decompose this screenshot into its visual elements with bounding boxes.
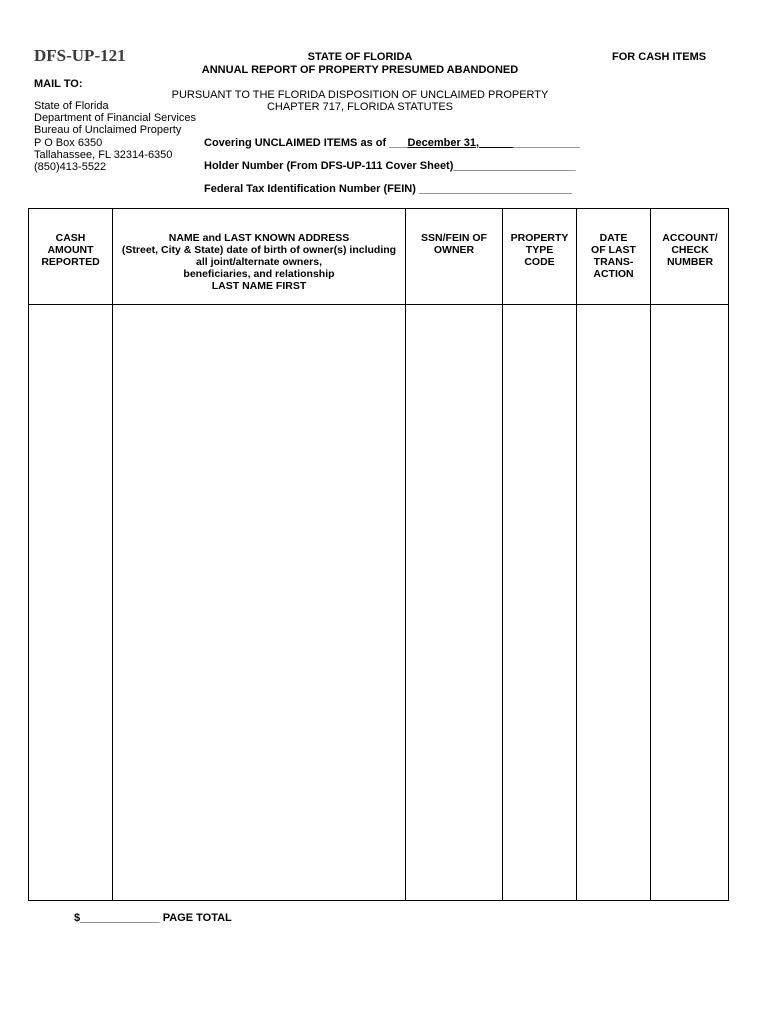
column-divider xyxy=(650,208,651,901)
header-text: beneficiaries, and relationship xyxy=(183,268,335,280)
column-divider xyxy=(405,208,406,901)
fein-label: Federal Tax Identification Number (FEIN) xyxy=(204,183,416,195)
header-text: (Street, City & State) date of birth of owner(s) including xyxy=(121,244,397,256)
covering-label: Covering UNCLAIMED ITEMS as of xyxy=(204,137,387,149)
header-text: OF LAST xyxy=(591,244,636,256)
covering-blank-pre: ___ xyxy=(389,137,408,149)
mail-to-label: MAIL TO: xyxy=(34,78,83,90)
column-header-name-address xyxy=(113,232,405,292)
column-divider xyxy=(576,208,577,901)
header-text: OWNER xyxy=(433,244,475,256)
column-header-property-type xyxy=(503,232,576,268)
address-line: (850)413-5522 xyxy=(34,161,107,174)
header-text: DATE xyxy=(599,232,628,244)
column-header-date-last-transaction xyxy=(577,232,650,280)
header-text: ACTION xyxy=(593,268,634,280)
column-header-account-check xyxy=(651,232,729,268)
form-code: DFS-UP-121 xyxy=(34,46,126,65)
address-line: Bureau of Unclaimed Property xyxy=(34,124,182,137)
header-text: CHECK xyxy=(671,244,709,256)
header-text: CODE xyxy=(524,256,555,268)
covering-blank-post: ___________ xyxy=(512,137,581,149)
header-text: REPORTED xyxy=(41,256,100,268)
property-table xyxy=(28,208,729,901)
header-text: ACCOUNT/ xyxy=(662,232,718,244)
header-text: TRANS- xyxy=(593,256,634,268)
column-header-cash-amount xyxy=(29,232,112,268)
header-text: NAME and LAST KNOWN ADDRESS xyxy=(168,232,350,244)
table-header-divider xyxy=(28,304,729,305)
fein-blank: _________________________ xyxy=(418,183,572,195)
header-text: PROPERTY xyxy=(510,232,569,244)
holder-number-label: Holder Number (From DFS-UP-111 Cover Sheet) xyxy=(204,160,454,172)
header-text: all joint/alternate owners, xyxy=(195,256,323,268)
fein-field[interactable] xyxy=(204,183,572,195)
header-text: NUMBER xyxy=(666,256,714,268)
address-line: P O Box 6350 xyxy=(34,136,103,149)
form-report-title: ANNUAL REPORT OF PROPERTY PRESUMED ABANDONED xyxy=(201,64,519,76)
header-text: SSN/FEIN OF xyxy=(421,232,487,244)
address-line: Department of Financial Services xyxy=(34,112,197,125)
pursuant-statement xyxy=(170,89,550,113)
column-divider xyxy=(502,208,503,901)
for-cash-items-label: FOR CASH ITEMS xyxy=(612,51,707,63)
covering-date-field[interactable] xyxy=(204,137,580,149)
header-text: TYPE xyxy=(525,244,554,256)
header-text: LAST NAME FIRST xyxy=(211,280,307,292)
header-text: AMOUNT xyxy=(47,244,94,256)
holder-number-blank: ____________________ xyxy=(453,160,576,172)
address-line: State of Florida xyxy=(34,100,109,112)
column-header-ssn-fein xyxy=(406,232,502,256)
covering-date-value: December 31, _____ xyxy=(407,137,513,149)
address-line: Tallahassee, FL 32314-6350 xyxy=(34,148,173,161)
pursuant-line: CHAPTER 717, FLORIDA STATUTES xyxy=(266,101,454,114)
holder-number-field[interactable] xyxy=(204,160,576,172)
page-total-field[interactable]: $_____________ PAGE TOTAL xyxy=(74,912,232,924)
header-text: CASH xyxy=(55,232,86,244)
form-state-title: STATE OF FLORIDA xyxy=(307,51,413,63)
column-divider xyxy=(112,208,113,901)
pursuant-line: PURSUANT TO THE FLORIDA DISPOSITION OF UNCLAIMED PROPERTY xyxy=(171,89,549,101)
